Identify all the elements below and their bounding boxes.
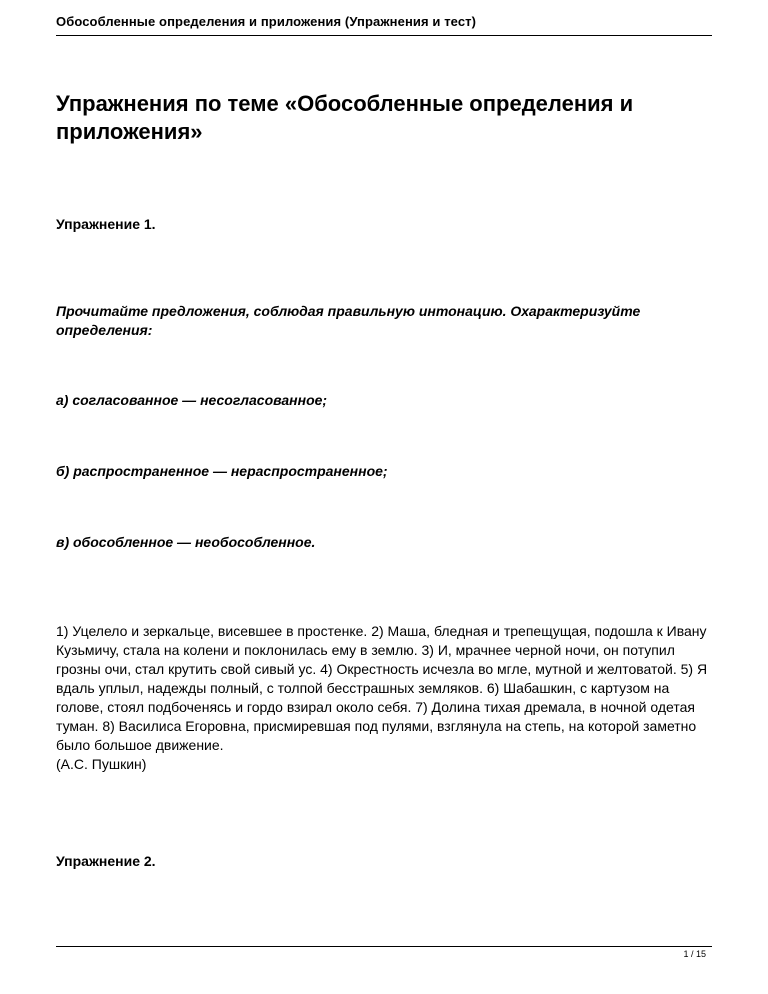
header-rule <box>56 35 712 36</box>
exercise-2-heading: Упражнение 2. <box>56 853 156 869</box>
exercise-1-heading: Упражнение 1. <box>56 216 156 232</box>
exercise-1-task: Прочитайте предложения, соблюдая правильную интонацию. Охарактеризуйте определения: <box>56 303 641 338</box>
page-number: 1 / 15 <box>683 949 706 959</box>
exercise-1-option-b: б) распространенное — нераспространенное; <box>56 463 388 479</box>
exercise-1-text-block <box>56 622 716 774</box>
page-title: Упражнения по теме «Обособленные определения и приложения» <box>56 91 634 144</box>
exercise-1-sentences: 1) Уцелело и зеркальце, висевшее в простенке. 2) Маша, бледная и трепещущая, подошла к Ивану Кузьмичу, стала на колени и поклонилась ему в землю. 3) И, мрачнее черной ночи, он потупил грозны очи, стал крутить свой сивый ус. 4) Окрестность исчезла во мгле, мутной и желтоватой. 5) Я вдаль уплыл, надежды полный, с толпой бесстрашных земляков. 6) Шабашкин, с картузом на голове, стоял подбоченясь и гордо взирал около себя. 7) Долина тихая дремала, в ночной одетая туман. 8) Василиса Егоровна, присмиревшая под пулями, взглянула на степь, на которой заметно было большое движение. <box>56 623 708 753</box>
footer-rule <box>56 946 712 947</box>
exercise-1-option-c: в) обособленное — необособленное. <box>56 534 316 550</box>
exercise-1-source: (А.С. Пушкин) <box>56 756 147 772</box>
exercise-1-option-a: а) согласованное — несогласованное; <box>56 392 328 408</box>
running-header: Обособленные определения и приложения (Упражнения и тест) <box>56 14 477 29</box>
